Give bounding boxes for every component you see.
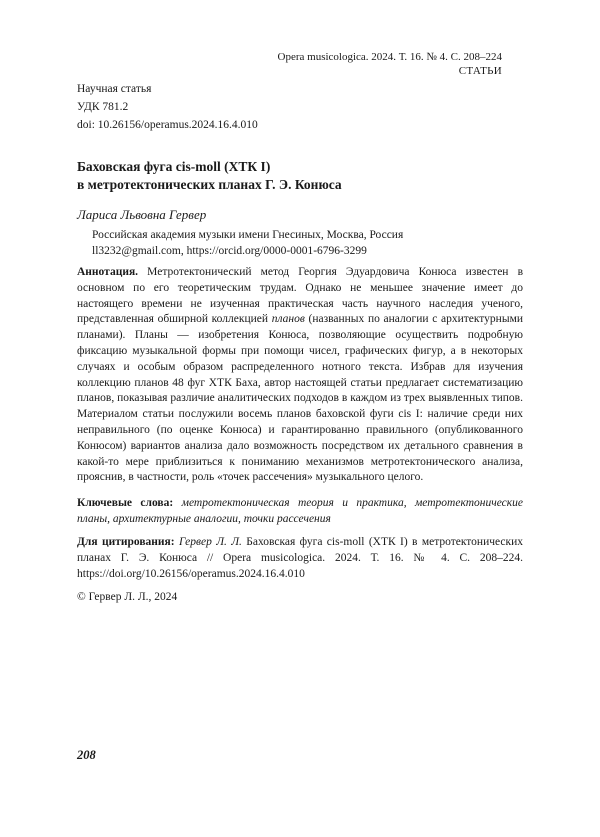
article-first-page xyxy=(0,0,600,837)
keywords-text: метротектоническая теория и практика, метротектонические планы, архитектурные аналогии, точки рассечения xyxy=(77,497,523,525)
author-contacts[interactable]: ll3232@gmail.com, https://orcid.org/0000-0001-6796-3299 xyxy=(92,243,512,259)
abstract-label: Аннотация. xyxy=(77,266,138,278)
citation-text: Баховская фуга cis-moll (ХТК I) в метротектонических планах Г. Э. Конюса // Opera musicologica. 2024. Т. 16. № 4. С. 208–224. https://doi.org/10.26156/operamus.2024.16.4.010 xyxy=(77,536,523,580)
article-meta xyxy=(77,80,258,134)
abstract-text-a: Метротектонический метод Георгия Эдуардовича Конюса известен в основном по его теоретическим трудам. Однако не меньшее значение имеет до настоящего времени не изученная практическая часть научного наследия ученого, представленная обширной коллекцией xyxy=(77,266,523,325)
citation-label: Для цитирования: xyxy=(77,536,175,548)
citation-author: Гервер Л. Л. xyxy=(175,536,242,548)
keywords xyxy=(77,496,523,528)
author-name: Лариса Львовна Гервер xyxy=(77,207,206,223)
section-label: СТАТЬИ xyxy=(142,64,502,78)
affiliation: Российская академия музыки имени Гнесиных, Москва, Россия xyxy=(92,227,512,243)
running-header xyxy=(142,50,502,78)
title-line-2: в метротектонических планах Г. Э. Конюса xyxy=(77,176,517,194)
udc-code: УДК 781.2 xyxy=(77,98,258,116)
abstract xyxy=(77,265,523,486)
doi[interactable]: doi: 10.26156/operamus.2024.16.4.010 xyxy=(77,116,258,134)
article-title xyxy=(77,158,517,194)
citation xyxy=(77,535,523,582)
keywords-label: Ключевые слова: xyxy=(77,497,173,509)
abstract-text-b: (названных по аналогии с архитектурными планами). Планы — изобретения Конюса, позволяющие осуществить подробную фиксацию музыкальной формы при помощи чисел, графических фигур, а в некоторых случаях и особым образом распределенного нотного текста. Избрав для изучения коллекцию планов 48 фуг ХТК Баха, автор настоящей статьи предлагает систематизацию планов, показывая различие аналитических подходов в каждом из трех выявленных типов. Материалом статьи послужили восемь планов баховской фуги cis I: наличие среди них неправильного (по оценке Конюса) и гарантированно правильного (опубликованного Конюсом) вариантов анализа дало возможность посредством их детального сравнения в какой-то мере приблизиться к пониманию механизмов метротектонического анализа, прояснив, в частности, роль «точек рассечения» музыкального целого. xyxy=(77,313,523,483)
journal-reference: Opera musicologica. 2024. Т. 16. № 4. С. 208–224 xyxy=(142,50,502,64)
article-type: Научная статья xyxy=(77,80,258,98)
title-line-1: Баховская фуга cis-moll (ХТК I) xyxy=(77,158,517,176)
page-number: 208 xyxy=(77,748,96,763)
copyright: © Гервер Л. Л., 2024 xyxy=(77,590,523,606)
abstract-italic-term: планов xyxy=(272,313,305,325)
author-affiliation-block xyxy=(92,227,512,259)
